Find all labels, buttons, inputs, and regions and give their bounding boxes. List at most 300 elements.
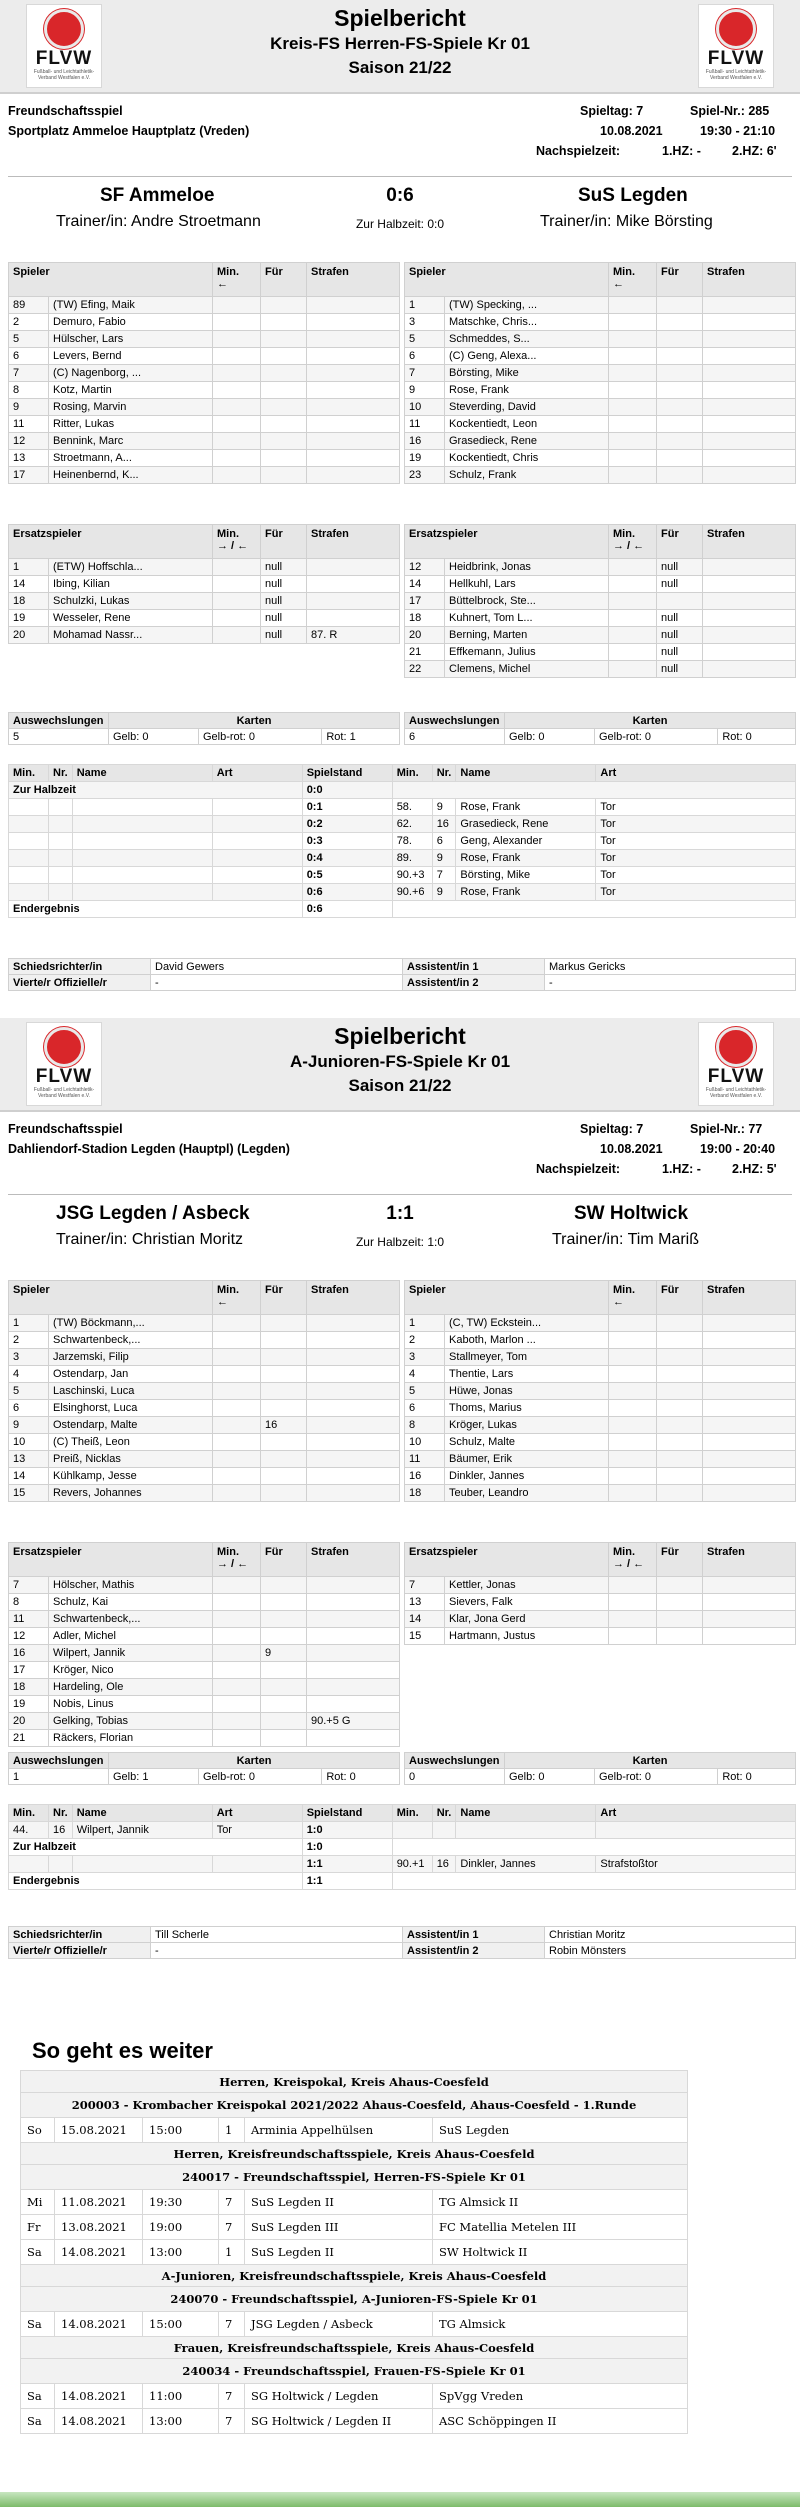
weekday: Sa <box>21 2384 55 2409</box>
for-value <box>657 1451 703 1468</box>
halftime-score-value: 1:0 <box>302 1839 392 1856</box>
for-value <box>261 1696 307 1713</box>
score-header: Spielstand <box>302 765 392 782</box>
player-row <box>405 1332 796 1349</box>
penalty-value <box>703 314 796 331</box>
player-name: Hölscher, Mathis <box>49 1577 213 1594</box>
for-value <box>261 1434 307 1451</box>
match-date: 13.08.2021 <box>55 2215 143 2240</box>
minute <box>609 1383 657 1400</box>
minute <box>609 1366 657 1383</box>
minute-arrow-icon: ← <box>217 278 228 290</box>
minute <box>609 331 657 348</box>
halftime-score: Zur Halbzeit: 0:0 <box>355 217 445 231</box>
player-row <box>405 1451 796 1468</box>
player-row <box>9 416 400 433</box>
player-row <box>9 1594 400 1611</box>
goal-row <box>9 1822 796 1839</box>
half1-extra: 1.HZ: - <box>662 144 701 158</box>
player-row <box>9 450 400 467</box>
away-team: SW Holtwick II <box>433 2240 688 2265</box>
minute-header <box>609 1543 657 1577</box>
player-name: (ETW) Hoffschla... <box>49 559 213 576</box>
player-row <box>9 297 400 314</box>
minute <box>213 314 261 331</box>
player-name: (C) Nagenborg, ... <box>49 365 213 382</box>
penalty-value <box>703 1451 796 1468</box>
empty <box>392 1839 795 1856</box>
minute <box>213 416 261 433</box>
shirt-number: 23 <box>405 467 445 484</box>
player-row <box>405 661 796 678</box>
penalty-value <box>307 399 400 416</box>
player-name: Clemens, Michel <box>445 661 609 678</box>
player-row <box>9 1485 400 1502</box>
player-name: Ostendarp, Malte <box>49 1417 213 1434</box>
player-row <box>405 1594 796 1611</box>
match-date: 15.08.2021 <box>55 2118 143 2143</box>
penalty-value <box>307 1662 400 1679</box>
penalty-value <box>703 399 796 416</box>
competition-title: Herren, Kreisfreundschaftsspiele, Kreis Ahaus-Coesfeld <box>21 2143 688 2165</box>
for-value <box>657 1349 703 1366</box>
for-value <box>657 1628 703 1645</box>
player-row <box>9 348 400 365</box>
for-value <box>657 297 703 314</box>
player-row <box>9 1713 400 1730</box>
minute-header <box>213 1543 261 1577</box>
goal-minute-header: Min. <box>9 765 49 782</box>
for-value <box>657 399 703 416</box>
penalty-value <box>307 1645 400 1662</box>
minute <box>213 1383 261 1400</box>
penalty-value <box>703 1468 796 1485</box>
goal-cell: 62. <box>392 816 432 833</box>
shirt-number: 5 <box>9 1383 49 1400</box>
minute <box>609 1315 657 1332</box>
player-name: Rose, Frank <box>445 382 609 399</box>
away-lineup-table <box>404 262 796 484</box>
minute <box>609 450 657 467</box>
empty <box>392 901 795 918</box>
penalty-value <box>703 467 796 484</box>
competition-title: Frauen, Kreisfreundschaftsspiele, Kreis Ahaus-Coesfeld <box>21 2337 688 2359</box>
minute <box>213 1696 261 1713</box>
shirt-number: 16 <box>405 1468 445 1485</box>
yellow-cards: Gelb: 0 <box>109 729 199 745</box>
player-row <box>405 1485 796 1502</box>
goal-row <box>9 799 796 816</box>
goal-cell: Tor <box>596 850 796 867</box>
player-row <box>405 382 796 399</box>
home-lineup-table <box>8 262 400 484</box>
minute <box>609 297 657 314</box>
shirt-number: 14 <box>405 576 445 593</box>
shirt-number: 17 <box>405 593 445 610</box>
shirt-number: 6 <box>9 348 49 365</box>
penalty-value <box>703 1400 796 1417</box>
goal-cell <box>72 816 212 833</box>
goal-cell: Tor <box>596 833 796 850</box>
for-value <box>261 365 307 382</box>
player-row <box>9 399 400 416</box>
goal-type-header: Art <box>212 765 302 782</box>
kickoff-time: 15:00 <box>143 2312 219 2337</box>
penalty-value <box>307 314 400 331</box>
penalty-value <box>307 433 400 450</box>
fourth-official-label: Vierte/r Offizielle/r <box>9 1943 151 1959</box>
home-cards-table <box>8 1752 400 1785</box>
venue: Sportplatz Ammeloe Hauptplatz (Vreden) <box>8 124 250 138</box>
shirt-number: 6 <box>9 1400 49 1417</box>
for-value <box>261 348 307 365</box>
season: Saison 21/22 <box>348 58 452 77</box>
minute <box>609 576 657 593</box>
player-row <box>9 576 400 593</box>
goal-type-header: Art <box>212 1805 302 1822</box>
for-value <box>657 331 703 348</box>
goal-cell: 9 <box>432 884 456 901</box>
teams-row <box>0 177 800 241</box>
empty <box>392 782 795 799</box>
player-name: Adler, Michel <box>49 1628 213 1645</box>
player-name: Schwartenbeck,... <box>49 1611 213 1628</box>
player-name: Thoms, Marius <box>445 1400 609 1417</box>
goal-cell <box>212 1856 302 1873</box>
goal-cell: Geng, Alexander <box>456 833 596 850</box>
wechsel-count: 0 <box>405 1769 505 1785</box>
goal-cell: Tor <box>596 884 796 901</box>
officials-table <box>8 1926 796 1959</box>
home-trainer: Trainer/in: Christian Moritz <box>56 1231 244 1248</box>
match-date: 10.08.2021 <box>600 124 663 138</box>
goal-nr-header: Nr. <box>49 1805 73 1822</box>
penalty-value <box>307 348 400 365</box>
player-name: Kaboth, Marlon ... <box>445 1332 609 1349</box>
away-subs-table <box>404 524 796 678</box>
minute <box>609 467 657 484</box>
for-value <box>657 382 703 399</box>
player-row <box>405 1434 796 1451</box>
player-name: Rosing, Marvin <box>49 399 213 416</box>
player-name: Schulz, Kai <box>49 1594 213 1611</box>
shirt-number: 21 <box>405 644 445 661</box>
shirt-number: 2 <box>405 1332 445 1349</box>
player-row <box>9 331 400 348</box>
goal-cell: Rose, Frank <box>456 799 596 816</box>
player-name: Bäumer, Erik <box>445 1451 609 1468</box>
for-value: null <box>657 627 703 644</box>
yellow-red-cards: Gelb-rot: 0 <box>594 1769 717 1785</box>
shirt-number: 9 <box>9 399 49 416</box>
for-value <box>261 1315 307 1332</box>
upcoming-match-row[interactable] <box>21 2118 688 2143</box>
shirt-number: 1 <box>405 297 445 314</box>
player-row <box>9 1730 400 1747</box>
minute-header <box>213 525 261 559</box>
penalty-value <box>703 450 796 467</box>
for-value <box>261 1485 307 1502</box>
minute <box>609 433 657 450</box>
shirt-number: 11 <box>405 416 445 433</box>
for-value <box>657 1332 703 1349</box>
final-label: Endergebnis <box>9 901 303 918</box>
penalty-value <box>703 593 796 610</box>
weekday: Sa <box>21 2240 55 2265</box>
goal-row <box>9 1856 796 1873</box>
for-value <box>657 1594 703 1611</box>
score-value: 0:1 <box>302 799 392 816</box>
goal-cell: Börsting, Mike <box>456 867 596 884</box>
logo-text: FLVW <box>35 48 93 69</box>
flvw-logo <box>698 4 774 88</box>
player-row <box>405 467 796 484</box>
shirt-number: 18 <box>9 1679 49 1696</box>
player-name: Hülscher, Lars <box>49 331 213 348</box>
minute-arrow-icon: → / ← <box>217 1558 249 1570</box>
upcoming-match-row[interactable] <box>21 2215 688 2240</box>
referee-name: Till Scherle <box>151 1927 403 1943</box>
penalty-value <box>703 382 796 399</box>
shirt-number: 11 <box>405 1451 445 1468</box>
goal-cell <box>9 884 49 901</box>
goal-cell <box>72 799 212 816</box>
for-value <box>261 314 307 331</box>
shirt-number: 3 <box>405 1349 445 1366</box>
goal-cell <box>9 1856 49 1873</box>
away-lineup-table <box>404 1280 796 1502</box>
goal-cell <box>9 833 49 850</box>
goal-cell: 90.+3 <box>392 867 432 884</box>
match-time: 19:00 - 20:40 <box>700 1142 776 1156</box>
player-row <box>9 433 400 450</box>
penalty-value <box>307 1485 400 1502</box>
player-row <box>405 297 796 314</box>
assistant1-name: Christian Moritz <box>545 1927 796 1943</box>
karten-label: Karten <box>109 713 400 729</box>
player-name: Kockentiedt, Leon <box>445 416 609 433</box>
yellow-red-cards: Gelb-rot: 0 <box>198 1769 321 1785</box>
penalty-value <box>307 1577 400 1594</box>
shirt-number: 20 <box>9 1713 49 1730</box>
for-value: null <box>261 593 307 610</box>
wechsel-label: Auswechslungen <box>405 713 505 729</box>
goal-cell <box>596 1822 796 1839</box>
penalty-value <box>703 1434 796 1451</box>
spieltag: Spieltag: 7 <box>580 104 644 118</box>
goal-name-header: Name <box>456 765 596 782</box>
upcoming-match-row[interactable] <box>21 2190 688 2215</box>
match-day: 1 <box>219 2240 245 2265</box>
shirt-number: 19 <box>9 1696 49 1713</box>
player-row <box>9 1662 400 1679</box>
player-row <box>405 1628 796 1645</box>
shirt-number: 20 <box>9 627 49 644</box>
player-name: Berning, Marten <box>445 627 609 644</box>
goal-cell <box>49 1856 73 1873</box>
minute-arrow-icon: → / ← <box>217 540 249 552</box>
player-name-header: Spieler <box>9 1281 213 1315</box>
for-value <box>261 1400 307 1417</box>
for-value <box>657 416 703 433</box>
minute <box>609 644 657 661</box>
minute-header <box>609 263 657 297</box>
player-row <box>9 610 400 627</box>
penalty-value <box>307 1468 400 1485</box>
minute <box>609 1417 657 1434</box>
season: Saison 21/22 <box>348 1076 452 1095</box>
penalty-value <box>703 1366 796 1383</box>
penalty-value <box>703 1577 796 1594</box>
goal-cell <box>72 867 212 884</box>
penalty-value <box>703 1611 796 1628</box>
shirt-number: 13 <box>405 1594 445 1611</box>
player-name: Elsinghorst, Luca <box>49 1400 213 1417</box>
for-value <box>261 331 307 348</box>
penalty-value <box>703 1315 796 1332</box>
player-row <box>9 1451 400 1468</box>
final-row <box>9 901 796 918</box>
goal-cell <box>49 799 73 816</box>
minute <box>609 382 657 399</box>
minute-label: Min. <box>217 1546 239 1558</box>
goal-nr-header: Nr. <box>432 1805 456 1822</box>
goal-minute-header: Min. <box>9 1805 49 1822</box>
goal-cell: Dinkler, Jannes <box>456 1856 596 1873</box>
league-name: A-Junioren-FS-Spiele Kr 01 <box>289 1052 511 1071</box>
away-cards-table <box>404 712 796 745</box>
minute <box>213 1679 261 1696</box>
penalty-value <box>307 1315 400 1332</box>
goal-cell: 7 <box>432 867 456 884</box>
for-value <box>261 1577 307 1594</box>
shirt-number: 9 <box>405 382 445 399</box>
minute <box>213 1451 261 1468</box>
upcoming-match-row[interactable] <box>21 2384 688 2409</box>
penalty-value <box>703 1628 796 1645</box>
penalty-value <box>703 610 796 627</box>
penalties-header: Strafen <box>703 525 796 559</box>
player-name: Schwartenbeck,... <box>49 1332 213 1349</box>
minute <box>213 382 261 399</box>
goal-cell <box>392 1822 432 1839</box>
player-name: Dinkler, Jannes <box>445 1468 609 1485</box>
minute-label: Min. <box>217 266 239 278</box>
player-name: Räckers, Florian <box>49 1730 213 1747</box>
nachspielzeit-label: Nachspielzeit: <box>536 1162 621 1176</box>
yellow-cards: Gelb: 0 <box>505 729 595 745</box>
goal-cell <box>49 884 73 901</box>
competition-title: A-Junioren, Kreisfreundschaftsspiele, Kreis Ahaus-Coesfeld <box>21 2265 688 2287</box>
referee-label: Schiedsrichter/in <box>9 959 151 975</box>
minute <box>213 1485 261 1502</box>
minute <box>213 1315 261 1332</box>
final-row <box>9 1873 796 1890</box>
upcoming-match-row[interactable] <box>21 2240 688 2265</box>
player-name: Wesseler, Rene <box>49 610 213 627</box>
shirt-number: 5 <box>9 331 49 348</box>
yellow-red-cards: Gelb-rot: 0 <box>594 729 717 745</box>
minute <box>213 1332 261 1349</box>
penalty-value <box>307 467 400 484</box>
teams-row <box>0 1195 800 1259</box>
for-value: null <box>261 610 307 627</box>
match-date: 14.08.2021 <box>55 2384 143 2409</box>
home-lineup-table <box>8 1280 400 1502</box>
match-type: Freundschaftsspiel <box>8 104 123 118</box>
shirt-number: 3 <box>405 314 445 331</box>
home-team: SG Holtwick / Legden <box>245 2384 433 2409</box>
competition-subtitle: 200003 - Krombacher Kreispokal 2021/2022 Ahaus-Coesfeld, Ahaus-Coesfeld - 1.Runde <box>21 2093 688 2118</box>
weekday: Sa <box>21 2312 55 2337</box>
flvw-logo <box>26 4 102 88</box>
minute <box>213 1594 261 1611</box>
flvw-logo <box>26 1022 102 1106</box>
minute <box>213 1366 261 1383</box>
for-value: 16 <box>261 1417 307 1434</box>
minute <box>213 1730 261 1747</box>
player-name: (C) Geng, Alexa... <box>445 348 609 365</box>
penalty-value <box>703 1485 796 1502</box>
shirt-number: 8 <box>9 382 49 399</box>
footer-bar <box>0 2492 800 2507</box>
goal-cell <box>72 884 212 901</box>
goal-cell <box>9 867 49 884</box>
minute <box>609 348 657 365</box>
for-header: Für <box>657 263 703 297</box>
player-name: Matschke, Chris... <box>445 314 609 331</box>
final-score: 1:1 <box>386 1203 414 1224</box>
for-value <box>261 1383 307 1400</box>
player-name: Kockentiedt, Chris <box>445 450 609 467</box>
halftime-label: Zur Halbzeit <box>9 782 303 799</box>
karten-label: Karten <box>505 1753 796 1769</box>
score-value: 0:4 <box>302 850 392 867</box>
for-header: Für <box>657 1543 703 1577</box>
shirt-number: 18 <box>405 610 445 627</box>
player-name: Kuhnert, Tom L... <box>445 610 609 627</box>
penalty-value <box>307 1400 400 1417</box>
minute <box>213 627 261 644</box>
home-team: SF Ammeloe <box>100 185 215 206</box>
minute-arrow-icon: ← <box>217 1296 228 1308</box>
away-cards-table <box>404 1752 796 1785</box>
minute <box>213 559 261 576</box>
player-row <box>405 1315 796 1332</box>
halftime-score-value: 0:0 <box>302 782 392 799</box>
minute <box>609 1400 657 1417</box>
for-value <box>261 382 307 399</box>
upcoming-match-row[interactable] <box>21 2312 688 2337</box>
minute <box>213 1468 261 1485</box>
shirt-number: 19 <box>9 610 49 627</box>
penalty-value <box>703 365 796 382</box>
player-name: Hellkuhl, Lars <box>445 576 609 593</box>
penalty-value: 90.+5 G <box>307 1713 400 1730</box>
karten-label: Karten <box>109 1753 400 1769</box>
score-value: 1:0 <box>302 1822 392 1839</box>
player-row <box>405 593 796 610</box>
minute-header <box>609 525 657 559</box>
player-row <box>9 1366 400 1383</box>
minute <box>609 365 657 382</box>
player-name: Kettler, Jonas <box>445 1577 609 1594</box>
penalty-value <box>307 1679 400 1696</box>
shirt-number: 21 <box>9 1730 49 1747</box>
upcoming-match-row[interactable] <box>21 2409 688 2434</box>
goal-cell: 6 <box>432 833 456 850</box>
report-title: Spielbericht <box>334 1023 466 1049</box>
